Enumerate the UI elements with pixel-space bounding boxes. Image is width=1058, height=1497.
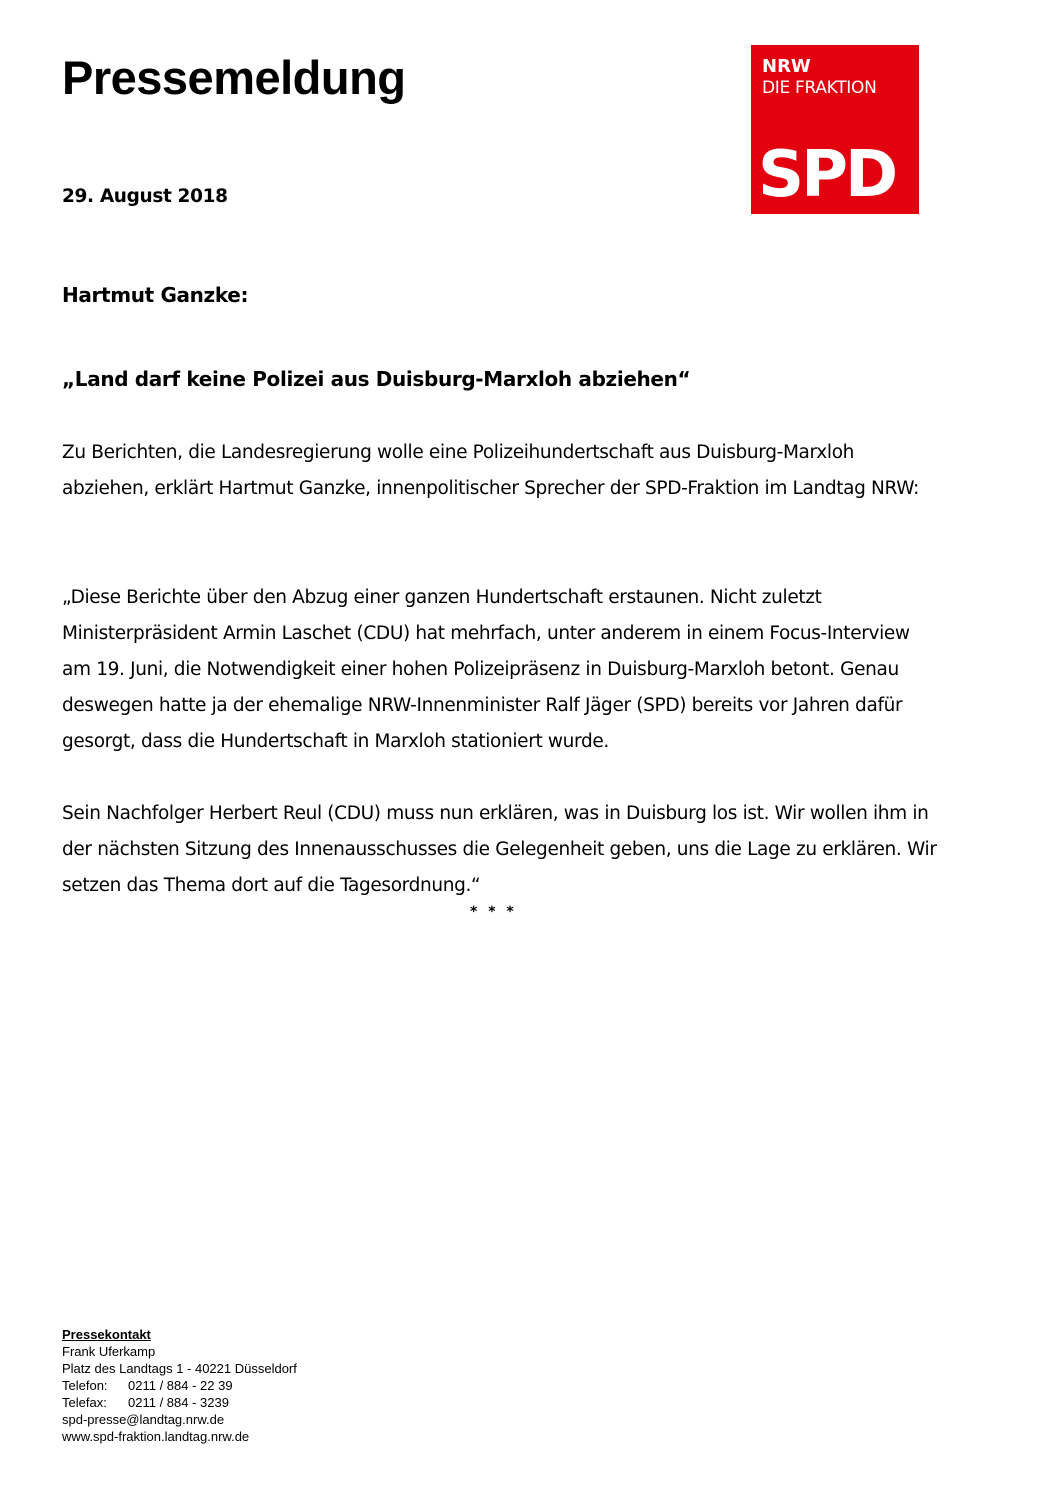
body-paragraph-closing: Sein Nachfolger Herbert Reul (CDU) muss nun erklären, was in Duisburg los ist. Wir wollen ihm in der nächsten Sitzung des Innenausschusses die Gelegenheit geben, uns die Lage zu erklären. Wir setzen das Thema dort auf die Tagesordnung.“ <box>62 803 937 896</box>
contact-fax-row <box>62 1394 297 1411</box>
contact-phone-row <box>62 1377 297 1394</box>
spd-fraktion-logo <box>751 45 919 214</box>
release-date: 29. August 2018 <box>62 186 228 207</box>
contact-website: www.spd-fraktion.landtag.nrw.de <box>62 1429 250 1444</box>
contact-address: Platz des Landtags 1 - 40221 Düsseldorf <box>62 1361 297 1376</box>
body-paragraph-quote: „Diese Berichte über den Abzug einer ganzen Hundertschaft erstaunen. Nicht zuletzt Ministerpräsident Armin Laschet (CDU) hat mehrfach, unter anderem in einem Focus-Interview am 19. Juni, die Notwendigkeit einer hohen Polizeipräsenz in Duisburg-Marxloh betont. Genau deswegen hatte ja der ehemalige NRW-Innenminister Ralf Jäger (SPD) bereits vor Jahren dafür gesorgt, dass die Hundertschaft in Marxloh stationiert wurde. <box>62 587 910 752</box>
headline-quote: „Land darf keine Polizei aus Duisburg-Marxloh abziehen“ <box>62 367 691 391</box>
contact-name: Frank Uferkamp <box>62 1344 156 1359</box>
logo-fraktion-text: DIE FRAKTION <box>762 78 877 98</box>
logo-nrw-text: NRW <box>762 56 811 77</box>
contact-email: spd-presse@landtag.nrw.de <box>62 1412 225 1427</box>
contact-heading: Pressekontakt <box>62 1327 151 1342</box>
logo-spd-mark: SPD <box>758 138 896 212</box>
contact-phone-label: Telefon: <box>62 1378 108 1393</box>
contact-fax-number: 0211 / 884 - 3239 <box>128 1395 229 1410</box>
speaker-name: Hartmut Ganzke: <box>62 283 249 307</box>
body-paragraph-intro: Zu Berichten, die Landesregierung wolle eine Polizeihundertschaft aus Duisburg-Marxloh abziehen, erklärt Hartmut Ganzke, innenpolitischer Sprecher der SPD-Fraktion im Landtag NRW: <box>62 442 920 499</box>
contact-fax-label: Telefax: <box>62 1395 107 1410</box>
press-contact-block <box>62 1326 297 1445</box>
end-separator: * * * <box>470 904 517 920</box>
contact-phone-number: 0211 / 884 - 22 39 <box>128 1378 233 1393</box>
page-title: Pressemeldung <box>62 51 406 104</box>
